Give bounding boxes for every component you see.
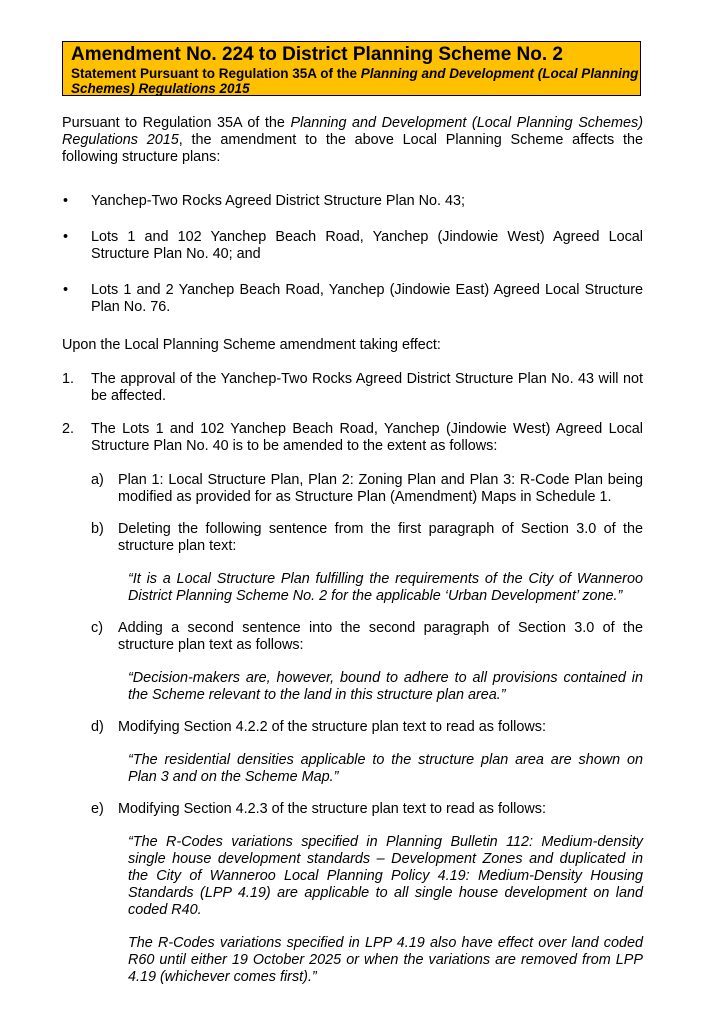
quoted-text: “Decision-makers are, however, bound to adhere to all provisions contained in the Scheme relevant to the land in this structure plan area.”	[128, 670, 643, 703]
intro-prefix: Pursuant to Regulation 35A of the	[62, 115, 291, 131]
document-body	[62, 115, 643, 1002]
item-letter: a)	[91, 472, 104, 488]
structure-plan-list	[62, 193, 643, 316]
structure-plan-text: Lots 1 and 2 Yanchep Beach Road, Yanchep (Jindowie East) Agreed Local Structure Plan No. 76.	[91, 282, 643, 315]
item-number: 1.	[62, 371, 75, 387]
modification-item	[91, 719, 643, 786]
effect-text: The approval of the Yanchep-Two Rocks Agreed District Structure Plan No. 43 will not be affected.	[91, 371, 643, 404]
subtitle-prefix: Statement Pursuant to Regulation 35A of the	[71, 66, 361, 81]
effect-item	[62, 371, 643, 405]
bullet-icon: •	[63, 282, 69, 298]
effect-text: The Lots 1 and 102 Yanchep Beach Road, Yanchep (Jindowie West) Agreed Local Structure Plan No. 40 is to be amended to the extent as follows:	[91, 421, 643, 454]
item-letter: b)	[91, 521, 104, 537]
item-letter: c)	[91, 620, 103, 636]
modification-text: Modifying Section 4.2.2 of the structure plan text to read as follows:	[118, 719, 546, 735]
quoted-text: The R-Codes variations specified in LPP 4.19 also have effect over land coded R60 until either 19 October 2025 or when the variations are removed from LPP 4.19 (whichever comes first).”	[128, 935, 643, 985]
structure-plan-item	[62, 229, 643, 263]
structure-plan-text: Yanchep-Two Rocks Agreed District Structure Plan No. 43;	[91, 193, 466, 209]
effect-item	[62, 421, 643, 986]
item-letter: d)	[91, 719, 104, 735]
subtitle-regulation: Planning and Development (Local Planning Schemes) Regulations 2015	[71, 66, 639, 96]
modification-text: Deleting the following sentence from the first paragraph of Section 3.0 of the structure plan text:	[118, 521, 643, 554]
structure-plan-item	[62, 193, 643, 210]
structure-plan-item	[62, 282, 643, 316]
amendment-effects-list	[62, 371, 643, 986]
quoted-text: “The residential densities applicable to the structure plan area are shown on Plan 3 and on the Scheme Map.”	[128, 752, 643, 785]
intro-regulation: Planning and Development (Local Planning Schemes) Regulations 2015	[62, 115, 643, 148]
modification-text: Adding a second sentence into the second paragraph of Section 3.0 of the structure plan text as follows:	[118, 620, 643, 653]
modification-item	[91, 620, 643, 704]
structure-plan-text: Lots 1 and 102 Yanchep Beach Road, Yanchep (Jindowie West) Agreed Local Structure Plan No. 40; and	[91, 229, 643, 262]
amendment-header	[62, 41, 641, 96]
bullet-icon: •	[63, 193, 69, 209]
modification-list	[91, 472, 643, 986]
bullet-icon: •	[63, 229, 69, 245]
modification-text: Plan 1: Local Structure Plan, Plan 2: Zoning Plan and Plan 3: R-Code Plan being modified as provided for as Structure Plan (Amendment) Maps in Schedule 1.	[118, 472, 643, 505]
item-number: 2.	[62, 421, 75, 437]
upon-paragraph: Upon the Local Planning Scheme amendment taking effect:	[62, 337, 441, 353]
quoted-text: “The R-Codes variations specified in Planning Bulletin 112: Medium-density single house development standards – Development Zones and duplicated in the City of Wanneroo Local Planning Policy 4.19: Medium-Density Housing Standards (LPP 4.19) are applicable to all single house development on land coded R40.	[128, 834, 643, 918]
amendment-title: Amendment No. 224 to District Planning Scheme No. 2	[71, 44, 563, 65]
quoted-text: “It is a Local Structure Plan fulfilling the requirements of the City of Wanneroo District Planning Scheme No. 2 for the applicable ‘Urban Development’ zone.”	[128, 571, 643, 604]
modification-item	[91, 472, 643, 506]
item-letter: e)	[91, 801, 104, 817]
modification-item	[91, 801, 643, 986]
intro-paragraph	[62, 115, 643, 166]
modification-text: Modifying Section 4.2.3 of the structure plan text to read as follows:	[118, 801, 546, 817]
modification-item	[91, 521, 643, 605]
intro-suffix: , the amendment to the above Local Planning Scheme affects the following structure plans:	[62, 132, 643, 165]
amendment-subtitle	[71, 66, 640, 96]
